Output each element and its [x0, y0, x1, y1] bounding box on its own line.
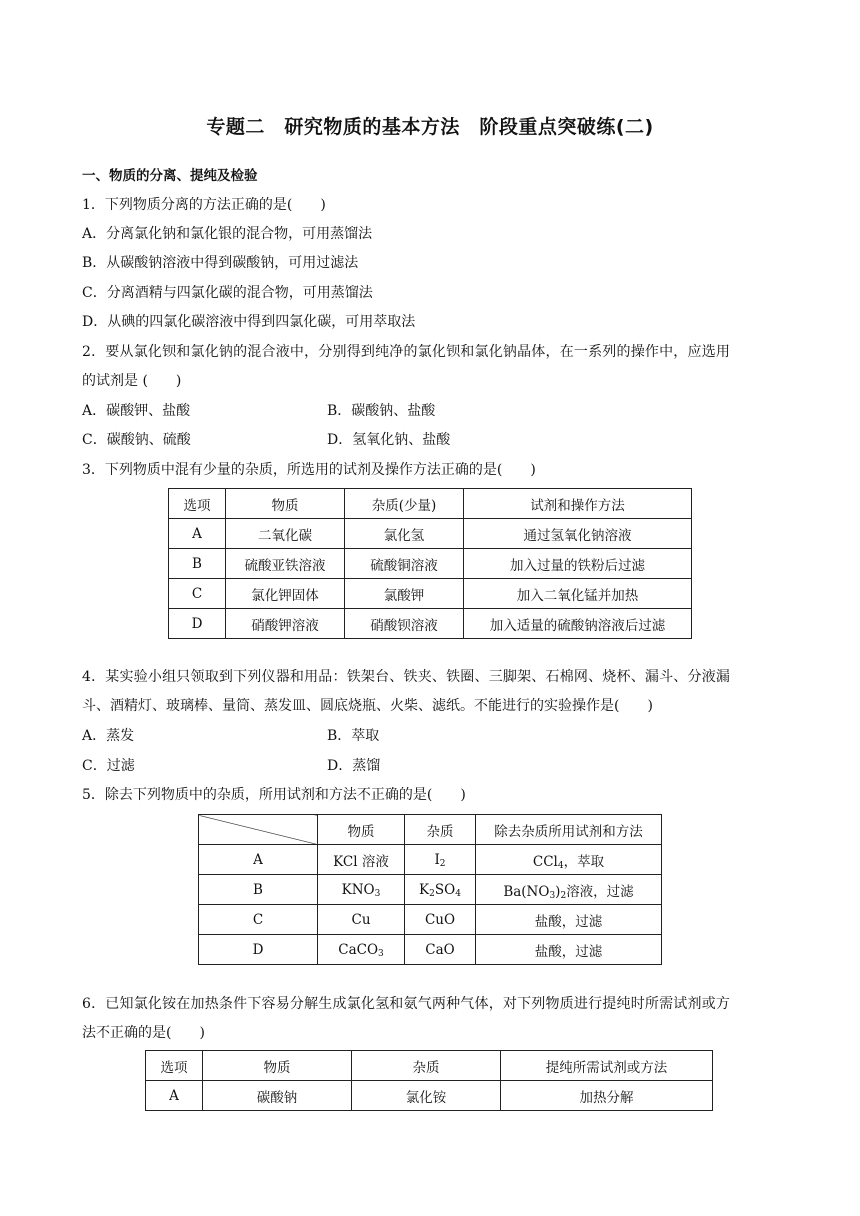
- table-cell: CuO: [405, 905, 476, 935]
- question-4-stem: 4．某实验小组只领取到下列仪器和用品：铁架台、铁夹、铁圈、三脚架、石棉网、烧杯、漏斗、分液漏: [82, 669, 731, 685]
- table-header-row: [146, 1051, 713, 1081]
- question-2-stem: 2．要从氯化钡和氯化钠的混合液中，分别得到纯净的氯化钡和氯化钠晶体，在一系列的操作中，应选用: [82, 344, 731, 360]
- table-header-cell: 除去杂质所用试剂和方法: [476, 815, 662, 845]
- question-5-table: [198, 814, 662, 965]
- table-cell: CaCO$_3$: [318, 935, 405, 965]
- question-1-option-b: B．从碳酸钠溶液中得到碳酸钠，可用过滤法: [82, 255, 359, 271]
- question-2-option-b: B．碳酸钠、盐酸: [327, 403, 436, 419]
- table-header-cell: 提纯所需试剂或方法: [501, 1051, 713, 1081]
- table-cell: 氯酸钾: [345, 579, 464, 609]
- table-header-cell: 选项: [169, 489, 226, 519]
- table-cell: B: [199, 875, 318, 905]
- table-cell: A: [169, 519, 226, 549]
- question-3-table: [168, 488, 692, 639]
- question-1-stem: 1．下列物质分离的方法正确的是( ): [82, 197, 326, 213]
- table-header-cell: 杂质(少量): [345, 489, 464, 519]
- table-cell: C: [169, 579, 226, 609]
- table-cell: 氯化钾固体: [226, 579, 345, 609]
- table-cell: 二氧化碳: [226, 519, 345, 549]
- question-1-option-a: A．分离氯化钠和氯化银的混合物，可用蒸馏法: [82, 226, 373, 242]
- table-cell: 硝酸钡溶液: [345, 609, 464, 639]
- table-cell: 硫酸亚铁溶液: [226, 549, 345, 579]
- table-row: [169, 579, 692, 609]
- table-cell: 加热分解: [501, 1081, 713, 1111]
- question-1-option-d: D．从碘的四氯化碳溶液中得到四氯化碳，可用萃取法: [82, 314, 416, 330]
- table-cell: C: [199, 905, 318, 935]
- table-row: [199, 935, 662, 965]
- question-6-table: [145, 1050, 713, 1111]
- question-2-option-a: A．碳酸钾、盐酸: [82, 403, 191, 419]
- table-row: [199, 875, 662, 905]
- table-cell: CaO: [405, 935, 476, 965]
- page-title: 专题二 研究物质的基本方法 阶段重点突破练(二): [206, 116, 654, 138]
- section-heading: 一、物质的分离、提纯及检验: [82, 168, 258, 184]
- question-6-stem-continued: 法不正确的是( ): [82, 1025, 205, 1041]
- table-header-cell: 杂质: [352, 1051, 501, 1081]
- table-row: [169, 549, 692, 579]
- table-cell: 加入适量的硫酸钠溶液后过滤: [464, 609, 692, 639]
- table-cell: $Ba(NO_3)_2$溶液，过滤: [476, 875, 662, 905]
- table-cell: 硫酸铜溶液: [345, 549, 464, 579]
- question-2-stem-continued: 的试剂是 ( ): [82, 373, 182, 389]
- table-cell: 加入过量的铁粉后过滤: [464, 549, 692, 579]
- table-header-row: [199, 815, 662, 845]
- table-cell: D: [199, 935, 318, 965]
- table-cell: KCl 溶液: [318, 845, 405, 875]
- table-cell: A: [146, 1081, 203, 1111]
- table-cell: 碳酸钠: [203, 1081, 352, 1111]
- table-row: [199, 905, 662, 935]
- table-row: [146, 1081, 713, 1111]
- question-4-option-a: A．蒸发: [82, 728, 135, 744]
- question-2-option-c: C．碳酸钠、硫酸: [82, 432, 191, 448]
- table-cell: 盐酸，过滤: [476, 905, 662, 935]
- table-cell: $KNO_3$: [318, 875, 405, 905]
- question-5-stem: 5．除去下列物质中的杂质，所用试剂和方法不正确的是( ): [82, 787, 466, 803]
- question-6-stem: 6．已知氯化铵在加热条件下容易分解生成氯化氢和氨气两种气体，对下列物质进行提纯时所需试剂或方: [82, 996, 731, 1012]
- question-4-option-d: D．蒸馏: [327, 758, 381, 774]
- table-row: [169, 519, 692, 549]
- table-cell: $I_2$: [405, 845, 476, 875]
- table-cell: 硝酸钾溶液: [226, 609, 345, 639]
- table-cell: B: [169, 549, 226, 579]
- table-row: [199, 845, 662, 875]
- table-header-cell: 选项: [146, 1051, 203, 1081]
- question-3-stem: 3．下列物质中混有少量的杂质，所选用的试剂及操作方法正确的是( ): [82, 462, 536, 478]
- question-4-option-c: C．过滤: [82, 758, 135, 774]
- table-header-cell: 试剂和操作方法: [464, 489, 692, 519]
- table-row: [169, 609, 692, 639]
- table-cell: D: [169, 609, 226, 639]
- question-4-option-b: B．萃取: [327, 728, 380, 744]
- table-header-cell: 物质: [203, 1051, 352, 1081]
- table-cell: 加入二氧化锰并加热: [464, 579, 692, 609]
- table-header-row: [169, 489, 692, 519]
- table-header-cell: 杂质: [405, 815, 476, 845]
- table-cell: Cu: [318, 905, 405, 935]
- diagonal-header-cell: [199, 815, 318, 845]
- question-2-option-d: D．氢氧化钠、盐酸: [327, 432, 451, 448]
- table-cell: A: [199, 845, 318, 875]
- table-cell: 盐酸，过滤: [476, 935, 662, 965]
- table-header-cell: 物质: [226, 489, 345, 519]
- question-4-stem-continued: 斗、酒精灯、玻璃棒、量筒、蒸发皿、圆底烧瓶、火柴、滤纸。不能进行的实验操作是( ): [82, 698, 653, 714]
- table-cell: 通过氢氧化钠溶液: [464, 519, 692, 549]
- table-cell: 氯化氢: [345, 519, 464, 549]
- table-cell: CCl$_4$，萃取: [476, 845, 662, 875]
- table-cell: 氯化铵: [352, 1081, 501, 1111]
- table-cell: $K_2SO_4$: [405, 875, 476, 905]
- question-1-option-c: C．分离酒精与四氯化碳的混合物，可用蒸馏法: [82, 285, 373, 301]
- table-header-cell: 物质: [318, 815, 405, 845]
